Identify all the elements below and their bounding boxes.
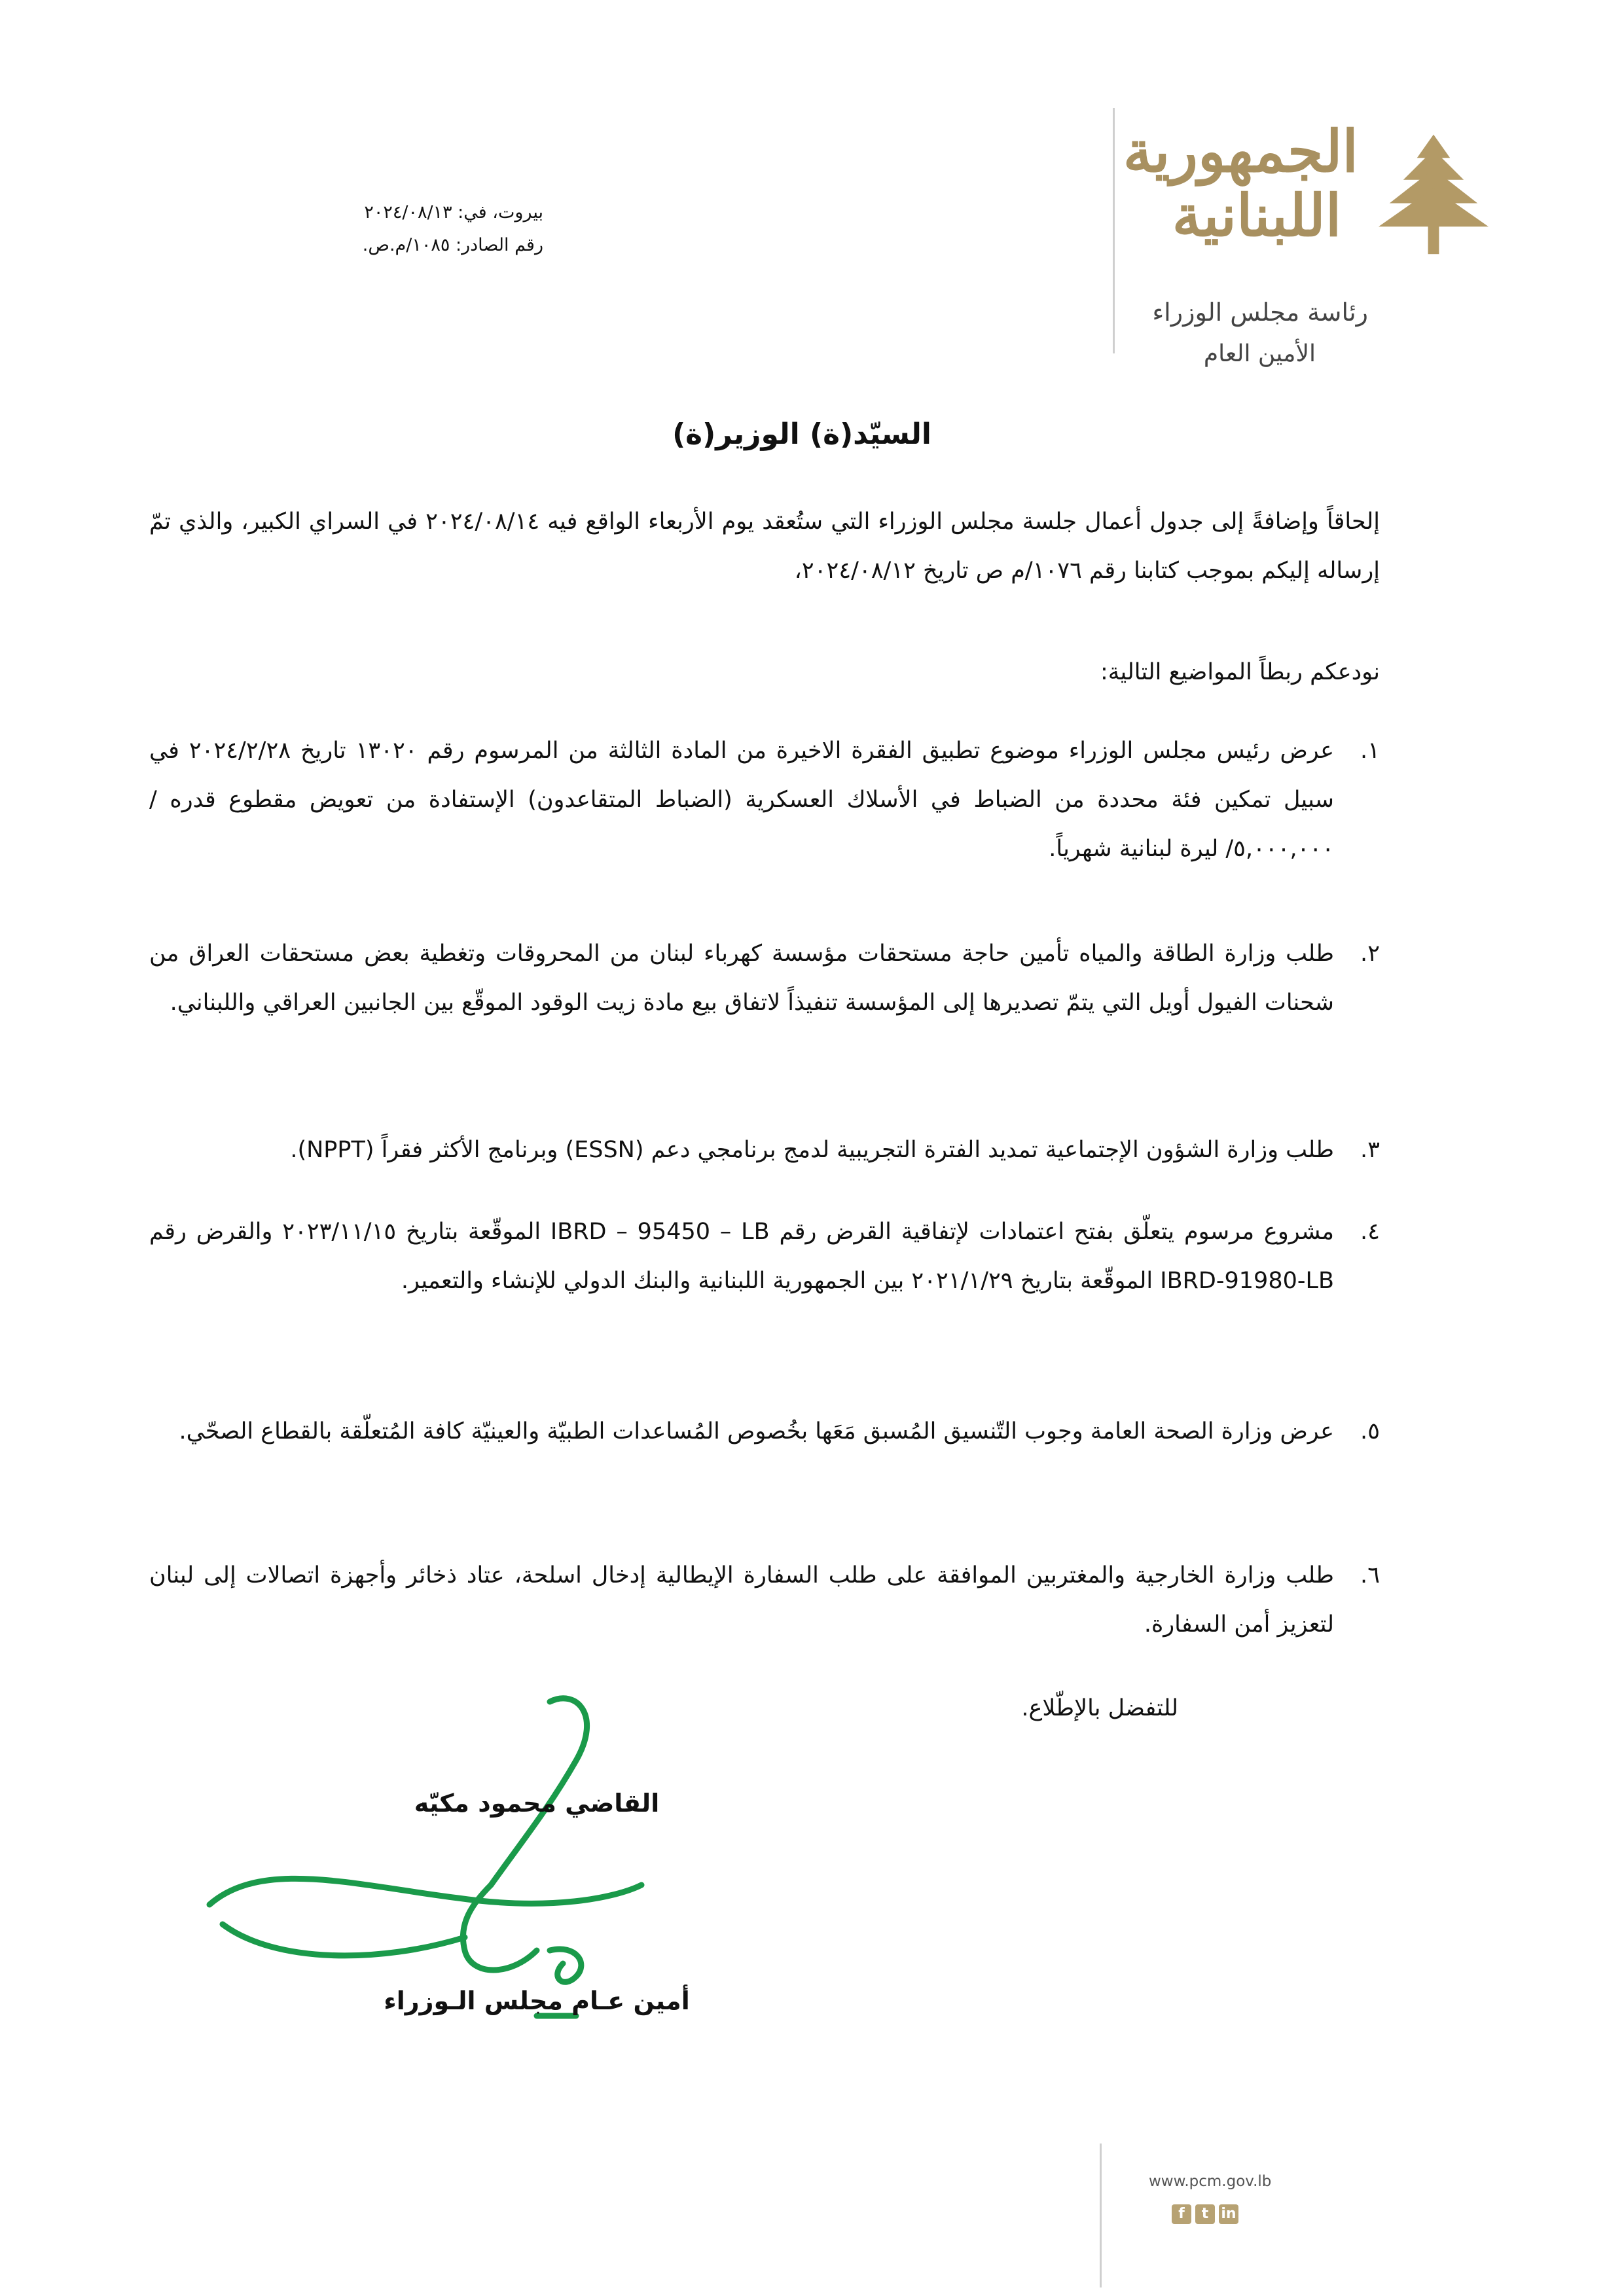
agenda-item-text: طلب وزارة الخارجية والمغتربين الموافقة على طلب السفارة الإيطالية إدخال اسلحة، عتاد ذخائر وأجهزة اتصالات إلى لبنان لتعزيز أمن السفارة. xyxy=(149,1562,1334,1638)
reference-number: رقم الصادر: ١٠٨٥/م.ص. xyxy=(362,235,543,255)
agenda-item-text: عرض وزارة الصحة العامة وجوب التّنسيق المُسبق مَعَها بخُصوص المُساعدات الطبيّة والعينيّة كافة المُتعلّقة بالقطاع الصحّي. xyxy=(179,1418,1334,1444)
secretary-general-label: الأمين العام xyxy=(1203,340,1316,367)
agenda-item-number: ١. xyxy=(1360,738,1380,764)
agenda-item-number: ٢. xyxy=(1360,941,1380,967)
agenda-item-5 xyxy=(149,1407,1380,1456)
agenda-item-6 xyxy=(149,1551,1380,1649)
date-block xyxy=(301,196,543,262)
letter-date: بيروت، في: ٢٠٢٤/٠٨/١٣ xyxy=(364,202,543,223)
agenda-item-4 xyxy=(149,1208,1380,1306)
republic-line-1: الجمهورية xyxy=(1123,117,1358,185)
lead-paragraph: نودعكم ربطاً المواضيع التالية: xyxy=(1100,659,1380,685)
republic-line-2: اللبنانية xyxy=(1172,181,1342,250)
header-divider xyxy=(1113,108,1115,353)
agenda-item-3 xyxy=(149,1126,1380,1175)
twitter-icon[interactable]: t xyxy=(1195,2204,1215,2224)
republic-title xyxy=(1123,117,1358,250)
agenda-item-number: ٣. xyxy=(1360,1137,1380,1163)
signatory-name: القاضي محمود مكيّه xyxy=(414,1789,660,1818)
cedar-tree-icon xyxy=(1365,128,1502,265)
agenda-item-number: ٤. xyxy=(1360,1219,1380,1245)
linkedin-icon[interactable]: in xyxy=(1219,2204,1238,2224)
social-icons xyxy=(1172,2204,1238,2224)
agenda-item-text: عرض رئيس مجلس الوزراء موضوع تطبيق الفقرة الاخيرة من المادة الثالثة من المرسوم رقم ١٣٠٢٠ تاريخ ٢٠٢٤/٢/٢٨ في سبيل تمكين فئة محددة من الضباط في الأسلاك العسكرية (الضباط المتقاعدون) الإستفادة من تعويض مقطوع قدره /٥,٠٠٠,٠٠٠/ ليرة لبنانية شهرياً. xyxy=(149,738,1334,862)
agenda-item-number: ٦. xyxy=(1360,1562,1380,1588)
agenda-item-text: طلب وزارة الطاقة والمياه تأمين حاجة مستحقات مؤسسة كهرباء لبنان من المحروقات وتغطية بعض مستحقات العراق من شحنات الفيول أويل التي يتمّ تصديرها إلى المؤسسة تنفيذاً لاتفاق بيع مادة زيت الوقود الموقّع بين الجانبين العراقي واللبناني. xyxy=(149,941,1334,1016)
footer-divider xyxy=(1100,2144,1102,2287)
agenda-item-text: طلب وزارة الشؤون الإجتماعية تمديد الفترة التجريبية لدمج برنامجي دعم (ESSN) وبرنامج الأكثر فقراً (NPPT). xyxy=(290,1137,1334,1163)
website-link[interactable]: www.pcm.gov.lb xyxy=(1149,2173,1272,2190)
agenda-item-2 xyxy=(149,929,1380,1028)
agenda-item-number: ٥. xyxy=(1360,1418,1380,1444)
facebook-icon[interactable]: f xyxy=(1172,2204,1191,2224)
agenda-item-1 xyxy=(149,726,1380,874)
intro-paragraph: إلحاقاً وإضافةً إلى جدول أعمال جلسة مجلس الوزراء التي ستُعقد يوم الأربعاء الواقع فيه ٢٠٢٤/٠٨/١٤ في السراي الكبير، والذي تمّ إرساله إليكم بموجب كتابنا رقم ١٠٧٦/م ص تاريخ ٢٠٢٤/٠٨/١٢، xyxy=(149,509,1380,584)
signatory-title: أمين عـام مجلس الـوزراء xyxy=(384,1986,690,2015)
salutation: السيّد(ة) الوزير(ة) xyxy=(672,418,931,451)
closing-line: للتفضل بالإطّلاع. xyxy=(1021,1695,1178,1721)
presidency-label: رئاسة مجلس الوزراء xyxy=(1152,298,1368,327)
agenda-item-text: مشروع مرسوم يتعلّق بفتح اعتمادات لإتفاقية القرض رقم IBRD – 95450 – LB الموقّعة بتاريخ ٢٠٢٣/١١/١٥ والقرض رقم IBRD-91980-LB الموقّعة بتاريخ ٢٠٢١/١/٢٩ بين الجمهورية اللبنانية والبنك الدولي للإنشاء والتعمير. xyxy=(149,1219,1334,1294)
